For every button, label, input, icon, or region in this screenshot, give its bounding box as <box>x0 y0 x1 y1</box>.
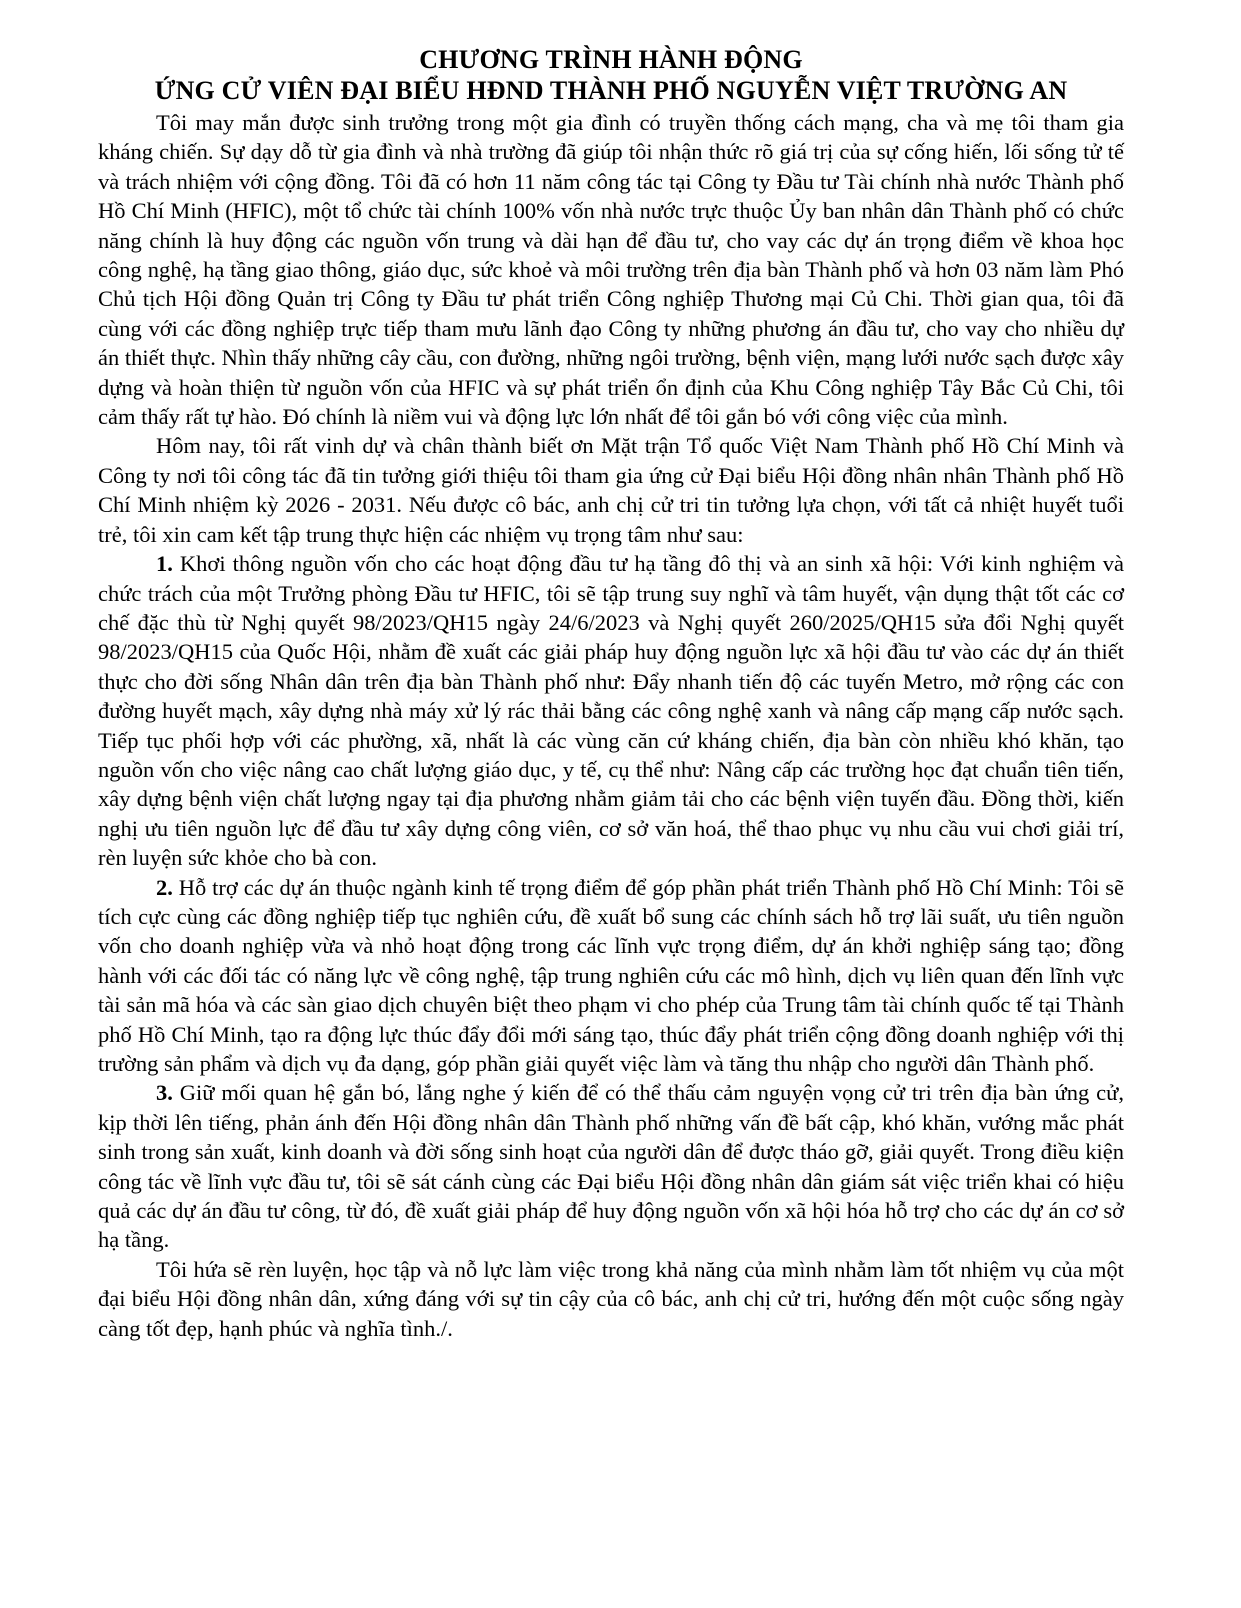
item-number-1: 1. <box>156 551 173 577</box>
item-text-2: Hỗ trợ các dự án thuộc ngành kinh tế trọng điểm để góp phần phát triển Thành phố Hồ Chí Minh: Tôi sẽ tích cực cùng các đồng nghiệp tiếp tục nghiên cứu, đề xuất bổ sung các chính sách hỗ trợ lãi suất, ưu tiên nguồn vốn cho doanh nghiệp vừa và nhỏ hoạt động trong các lĩnh vực trọng điểm, dự án khởi nghiệp sáng tạo; đồng hành với các đối tác có năng lực về công nghệ, tập trung nghiên cứu các mô hình, dịch vụ liên quan đến lĩnh vực tài sản mã hóa và các sàn giao dịch chuyên biệt theo phạm vi cho phép của Trung tâm tài chính quốc tế tại Thành phố Hồ Chí Minh, tạo ra động lực thúc đẩy đổi mới sáng tạo, thúc đẩy phát triển cộng đồng doanh nghiệp với thị trường sản phẩm và dịch vụ đa dạng, góp phần giải quyết việc làm và tăng thu nhập cho người dân Thành phố. <box>98 874 1124 1076</box>
intro-paragraph-2: Hôm nay, tôi rất vinh dự và chân thành biết ơn Mặt trận Tổ quốc Việt Nam Thành phố Hồ Chí Minh và Công ty nơi tôi công tác đã tin tưởng giới thiệu tôi tham gia ứng cử Đại biểu Hội đồng nhân nhân Thành phố Hồ Chí Minh nhiệm kỳ 2026 - 2031. Nếu được cô bác, anh chị cử tri tin tưởng lựa chọn, với tất cả nhiệt huyết tuổi trẻ, tôi xin cam kết tập trung thực hiện các nhiệm vụ trọng tâm như sau: <box>98 433 1124 547</box>
document-title-line-2: ỨNG CỬ VIÊN ĐẠI BIỂU HĐND THÀNH PHỐ NGUYỄN VIỆT TRƯỜNG AN <box>154 76 1068 105</box>
item-number-3: 3. <box>156 1080 173 1106</box>
intro-paragraph-1: Tôi may mắn được sinh trưởng trong một gia đình có truyền thống cách mạng, cha và mẹ tôi tham gia kháng chiến. Sự dạy dỗ từ gia đình và nhà trường đã giúp tôi nhận thức rõ giá trị của sự cống hiến, lối sống tử tế và trách nhiệm với cộng đồng. Tôi đã có hơn 11 năm công tác tại Công ty Đầu tư Tài chính nhà nước Thành phố Hồ Chí Minh (HFIC), một tổ chức tài chính 100% vốn nhà nước trực thuộc Ủy ban nhân dân Thành phố có chức năng chính là huy động các nguồn vốn trung và dài hạn để đầu tư, cho vay các dự án trọng điểm về khoa học công nghệ, hạ tầng giao thông, giáo dục, sức khoẻ và môi trường trên địa bàn Thành phố và hơn 03 năm làm Phó Chủ tịch Hội đồng Quản trị Công ty Đầu tư phát triển Công nghiệp Thương mại Củ Chi. Thời gian qua, tôi đã cùng với các đồng nghiệp trực tiếp tham mưu lãnh đạo Công ty những phương án đầu tư, cho vay cho nhiều dự án thiết thực. Nhìn thấy những cây cầu, con đường, những ngôi trường, bệnh viện, mạng lưới nước sạch được xây dựng và hoàn thiện từ nguồn vốn của HFIC và sự phát triển ổn định của Khu Công nghiệp Tây Bắc Củ Chi, tôi cảm thấy rất tự hào. Đó chính là niềm vui và động lực lớn nhất để tôi gắn bó với công việc của mình. <box>98 110 1124 430</box>
item-text-1: Khơi thông nguồn vốn cho các hoạt động đầu tư hạ tầng đô thị và an sinh xã hội: Với kinh nghiệm và chức trách của một Trưởng phòng Đầu tư HFIC, tôi sẽ tập trung suy nghĩ và tâm huyết, vận dụng thật tốt các cơ chế đặc thù từ Nghị quyết 98/2023/QH15 ngày 24/6/2023 và Nghị quyết 260/2025/QH15 sửa đổi Nghị quyết 98/2023/QH15 của Quốc Hội, nhằm đề xuất các giải pháp huy động nguồn lực xã hội đầu tư vào các dự án thiết thực cho đời sống Nhân dân trên địa bàn Thành phố như: Đẩy nhanh tiến độ các tuyến Metro, mở rộng các con đường huyết mạch, xây dựng nhà máy xử lý rác thải bằng các công nghệ xanh và nâng cấp mạng cấp nước sạch. Tiếp tục phối hợp với các phường, xã, nhất là các vùng căn cứ kháng chiến, địa bàn còn nhiều khó khăn, tạo nguồn vốn cho việc nâng cao chất lượng giáo dục, y tế, cụ thể như: Nâng cấp các trường học đạt chuẩn tiên tiến, xây dựng bệnh viện chất lượng ngay tại địa phương nhằm giảm tải cho các bệnh viện tuyến đầu. Đồng thời, kiến nghị ưu tiên nguồn lực để đầu tư xây dựng công viên, cơ sở văn hoá, thể thao phục vụ nhu cầu vui chơi giải trí, rèn luyện sức khỏe cho bà con. <box>98 551 1124 871</box>
document-page <box>98 44 1124 1343</box>
document-title-line-1: CHƯƠNG TRÌNH HÀNH ĐỘNG <box>419 45 803 74</box>
commitment-item-3 <box>98 1078 1124 1254</box>
item-text-3: Giữ mối quan hệ gắn bó, lắng nghe ý kiến để có thể thấu cảm nguyện vọng cử tri trên địa bàn ứng cử, kịp thời lên tiếng, phản ánh đến Hội đồng nhân dân Thành phố những vấn đề bất cập, khó khăn, vướng mắc phát sinh trong sản xuất, kinh doanh và đời sống sinh hoạt của người dân để được tháo gỡ, giải quyết. Trong điều kiện công tác về lĩnh vực đầu tư, tôi sẽ sát cánh cùng các Đại biểu Hội đồng nhân dân giám sát việc triển khai có hiệu quả các dự án đầu tư công, từ đó, đề xuất giải pháp để huy động nguồn vốn xã hội hóa hỗ trợ cho các dự án cơ sở hạ tầng. <box>98 1080 1124 1253</box>
document-header <box>98 44 1124 106</box>
item-number-2: 2. <box>156 874 173 900</box>
closing-paragraph: Tôi hứa sẽ rèn luyện, học tập và nỗ lực làm việc trong khả năng của mình nhằm làm tốt nhiệm vụ của một đại biểu Hội đồng nhân dân, xứng đáng với sự tin cậy của cô bác, anh chị cử tri, hướng đến một cuộc sống ngày càng tốt đẹp, hạnh phúc và nghĩa tình./. <box>98 1256 1124 1341</box>
commitment-item-2 <box>98 873 1124 1079</box>
commitment-item-1 <box>98 549 1124 872</box>
